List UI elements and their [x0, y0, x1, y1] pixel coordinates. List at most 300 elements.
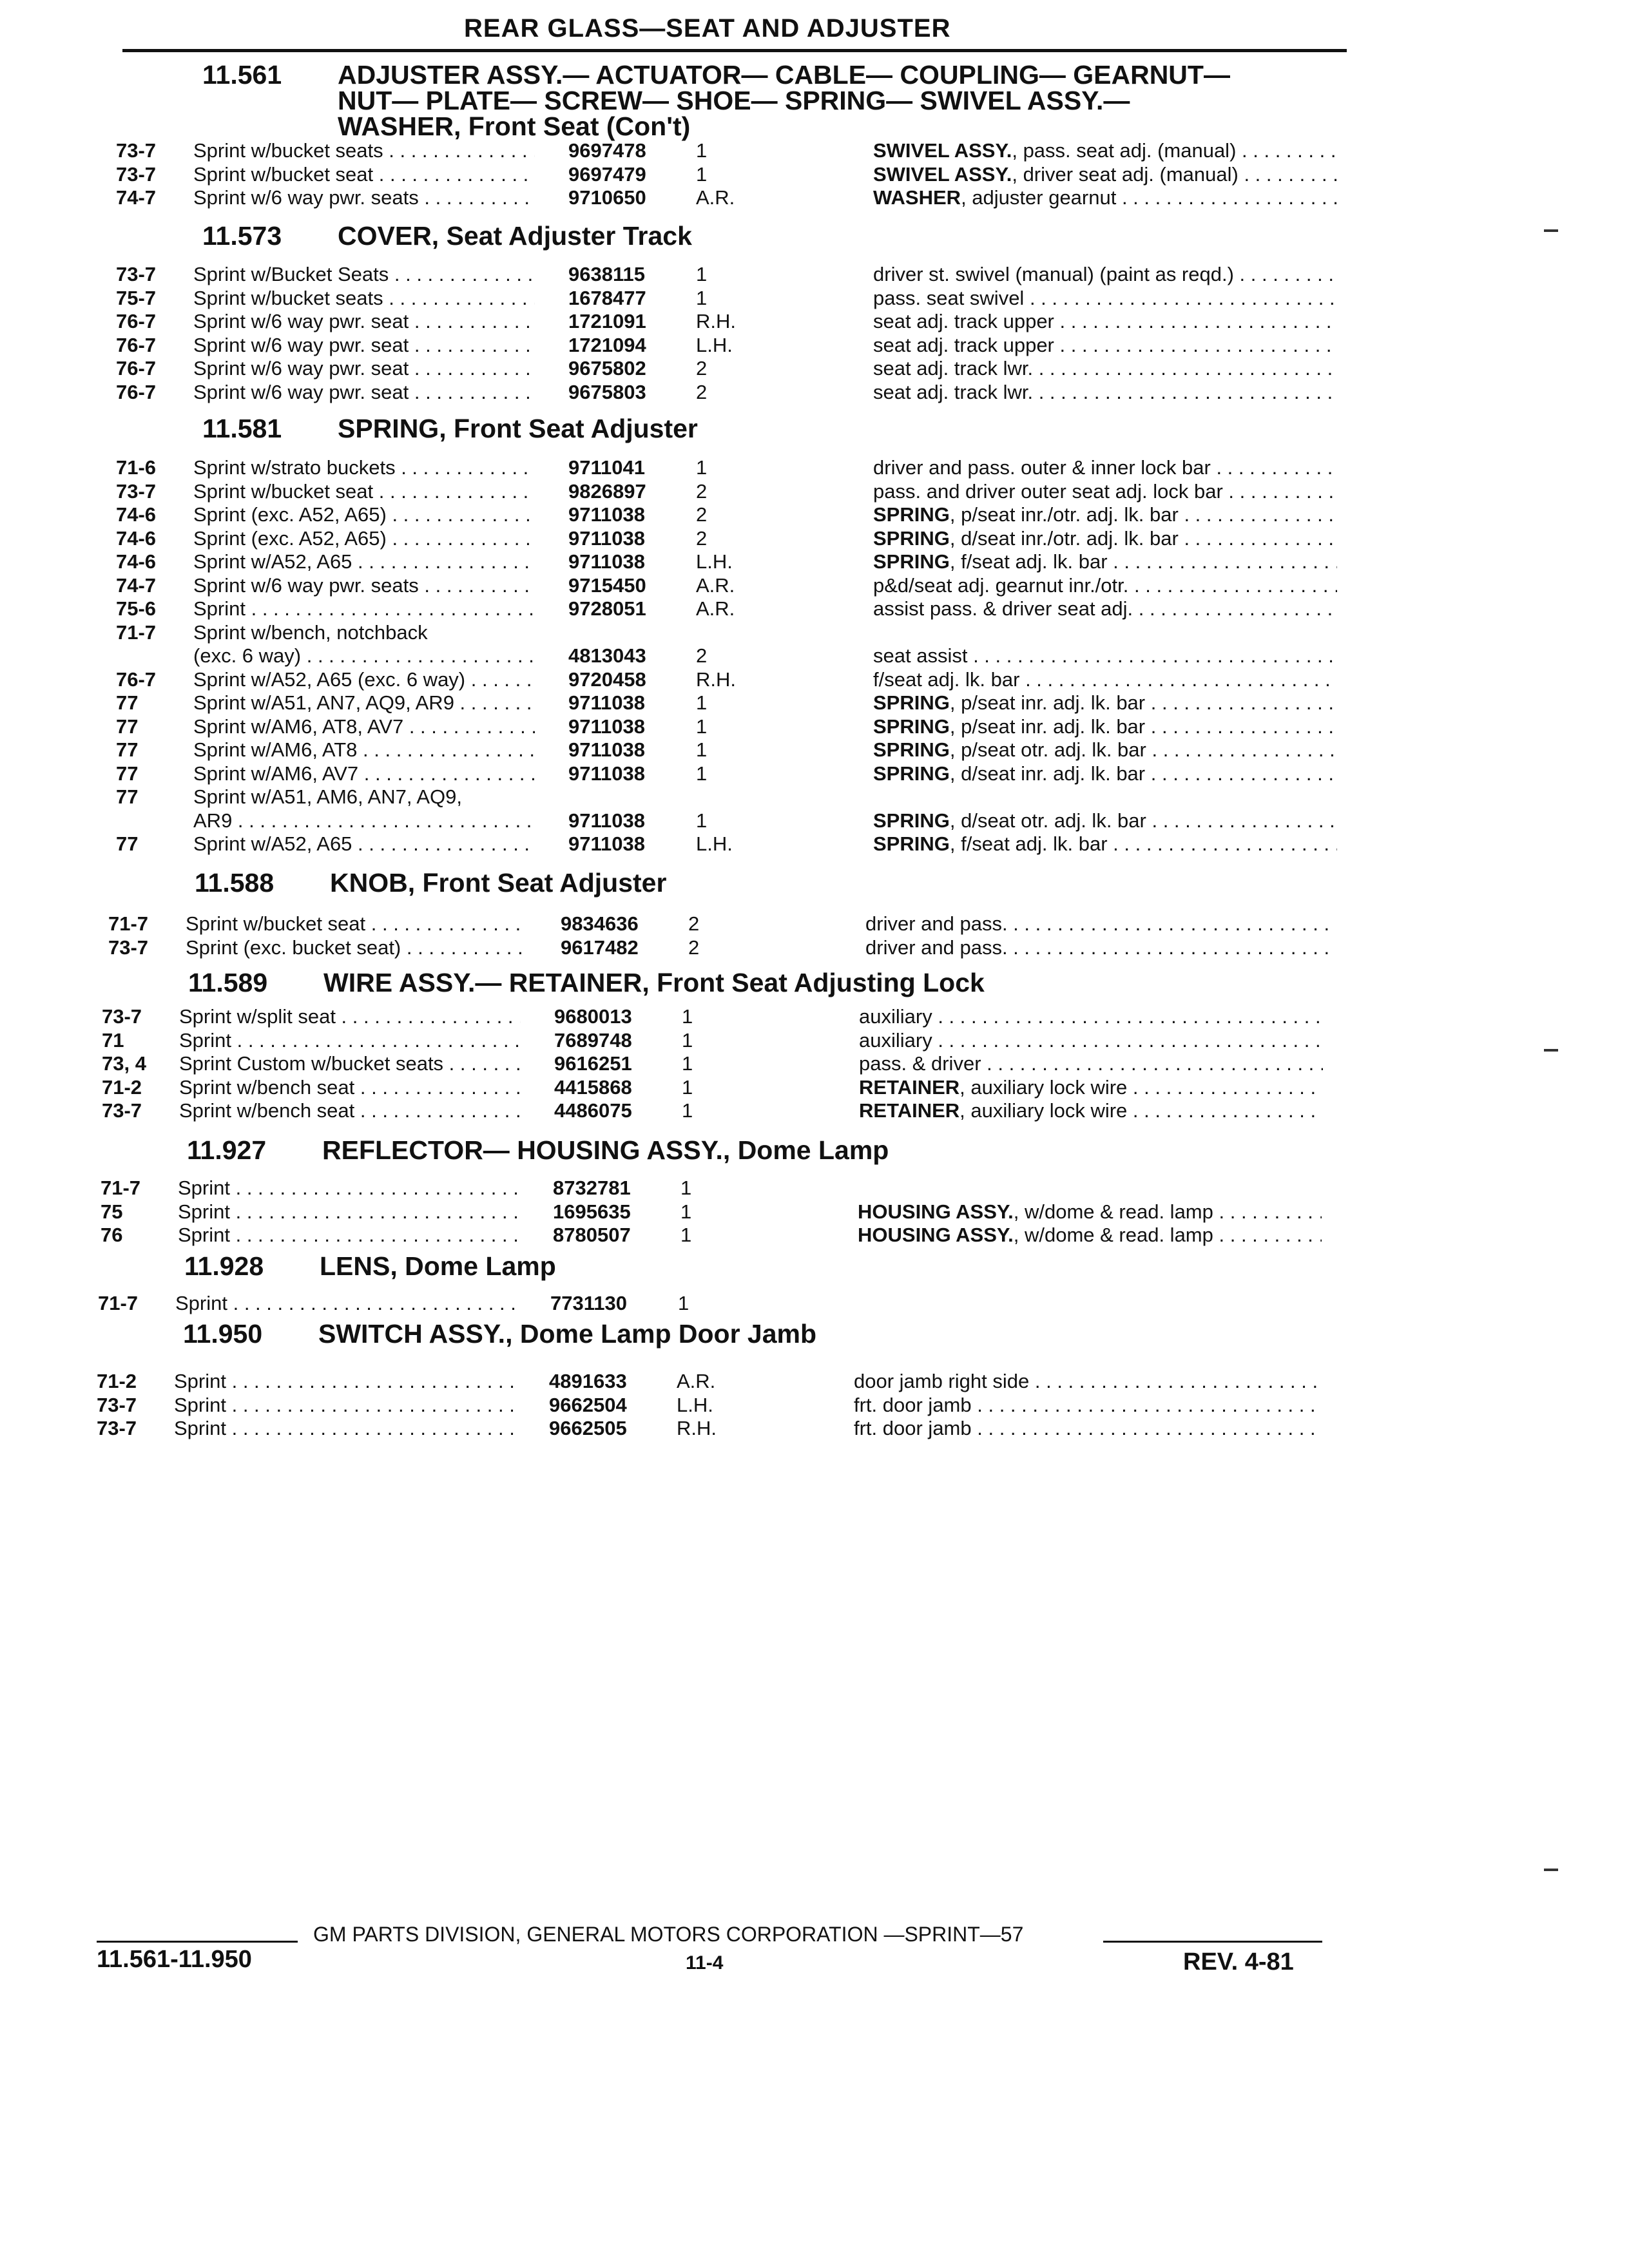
- section-number: 11.573: [202, 221, 282, 251]
- quantity: 1: [696, 263, 708, 285]
- reference-number: 75: [101, 1200, 123, 1223]
- part-note-name: WASHER: [873, 186, 961, 209]
- quantity: A.R.: [677, 1370, 716, 1392]
- part-note-text: frt. door jamb: [854, 1417, 972, 1439]
- quantity: 1: [696, 456, 708, 479]
- reference-number: 76-7: [116, 357, 157, 380]
- part-note-name: SPRING: [873, 832, 950, 855]
- part-number: 1721094: [568, 333, 646, 356]
- quantity: 1: [678, 1292, 689, 1314]
- part-row: [0, 163, 1629, 186]
- reference-number: 76-7: [116, 380, 157, 403]
- part-note-text: , p/seat inr. adj. lk. bar: [949, 715, 1146, 738]
- part-note: [873, 480, 1337, 503]
- part-note-text: f/seat adj. lk. bar: [873, 668, 1020, 691]
- quantity: 1: [696, 691, 708, 714]
- part-row: [0, 912, 1621, 936]
- quantity: L.H.: [696, 333, 733, 356]
- part-row: [0, 456, 1629, 479]
- part-row: [0, 1394, 1610, 1417]
- application-description: Sprint . . .: [174, 1394, 516, 1417]
- part-number: 9711038: [568, 762, 645, 785]
- application-description: Sprint w/6 way pwr. seat . . .: [193, 381, 535, 404]
- reference-number: 74-7: [116, 186, 157, 209]
- part-number: 9616251: [554, 1052, 632, 1075]
- part-note: [873, 715, 1337, 738]
- part-note: [873, 668, 1337, 691]
- part-row: [0, 936, 1621, 959]
- part-row: [0, 1177, 1614, 1200]
- part-number: 9675802: [568, 357, 646, 380]
- application-description: Sprint . . .: [179, 1029, 521, 1052]
- part-note-text: , auxiliary lock wire: [959, 1099, 1128, 1122]
- part-number: 4486075: [554, 1099, 632, 1122]
- quantity: 2: [696, 380, 708, 403]
- application-description: Sprint . . .: [178, 1177, 519, 1200]
- quantity: 1: [696, 286, 708, 309]
- part-row: [0, 1052, 1615, 1075]
- reference-number: 77: [116, 762, 139, 785]
- application-description: Sprint w/bench seat . . .: [179, 1099, 521, 1122]
- application-description: Sprint w/A52, A65 (exc. 6 way) . . .: [193, 668, 535, 691]
- part-note-name: SPRING: [873, 550, 950, 573]
- application-description: Sprint w/strato buckets . . .: [193, 456, 535, 479]
- quantity: 1: [680, 1200, 692, 1223]
- application-description: Sprint w/6 way pwr. seat . . .: [193, 310, 535, 333]
- footer-division: GM PARTS DIVISION, GENERAL MOTORS CORPORATION —SPRINT—57: [313, 1923, 1024, 1946]
- quantity: 1: [696, 162, 708, 186]
- quantity: 1: [696, 715, 708, 738]
- footer-rule-right: [1103, 1941, 1322, 1943]
- section-title: COVER, Seat Adjuster Track: [338, 221, 692, 251]
- part-note-name: SPRING: [873, 526, 950, 550]
- part-note: [865, 936, 1329, 959]
- reference-number: 71: [102, 1028, 124, 1052]
- application-description: Sprint w/6 way pwr. seats . . .: [193, 186, 535, 209]
- part-note: [873, 597, 1337, 620]
- part-note: [873, 287, 1337, 310]
- part-note-name: SPRING: [873, 762, 950, 785]
- application-description: Sprint w/bucket seat . . .: [193, 480, 535, 503]
- part-row: [0, 597, 1629, 620]
- part-note-text: door jamb right side: [854, 1370, 1030, 1392]
- part-note-text: seat adj. track upper: [873, 333, 1054, 356]
- reference-number: 73-7: [116, 139, 157, 162]
- application-description: Sprint (exc. A52, A65) . . .: [193, 503, 535, 526]
- part-row: [0, 1099, 1615, 1122]
- part-note-text: , d/seat otr. adj. lk. bar: [949, 809, 1146, 832]
- application-description: Sprint w/bench, notchback: [193, 620, 428, 644]
- part-note-text: , adjuster gearnut: [961, 186, 1117, 209]
- margin-mark: [1544, 1049, 1558, 1052]
- part-note-text: seat assist: [873, 644, 968, 667]
- part-note: [873, 310, 1337, 333]
- reference-number: 71-7: [116, 620, 157, 644]
- application-description: (exc. 6 way) . . .: [193, 644, 535, 668]
- application-description: Sprint w/bucket seats . . .: [193, 139, 535, 162]
- margin-mark: [1544, 1869, 1558, 1871]
- part-note-text: , w/dome & read. lamp: [1013, 1224, 1213, 1246]
- part-note: [873, 527, 1337, 550]
- application-description: Sprint . . .: [174, 1417, 516, 1440]
- part-note: [873, 334, 1337, 357]
- part-note: [873, 550, 1337, 573]
- part-note-text: p&d/seat adj. gearnut inr./otr.: [873, 573, 1129, 597]
- part-note: [854, 1394, 1318, 1417]
- application-description: Sprint . . .: [178, 1224, 519, 1247]
- reference-number: 71-2: [97, 1370, 137, 1392]
- part-note-text: , p/seat inr./otr. adj. lk. bar: [949, 503, 1179, 526]
- part-note-name: RETAINER: [859, 1099, 960, 1122]
- reference-number: 71-7: [108, 912, 149, 935]
- footer-page-number: 11-4: [686, 1952, 724, 1974]
- part-note-text: , p/seat inr. adj. lk. bar: [949, 691, 1146, 714]
- part-note-name: SPRING: [873, 738, 950, 761]
- part-row: [0, 809, 1629, 832]
- part-note-text: seat adj. track upper: [873, 310, 1054, 332]
- application-description: Sprint (exc. A52, A65) . . .: [193, 527, 535, 550]
- part-note: [854, 1370, 1318, 1393]
- part-number: 8732781: [553, 1177, 631, 1199]
- reference-number: 76: [101, 1224, 123, 1246]
- part-note: [859, 1076, 1323, 1099]
- application-description: Sprint w/bucket seats . . .: [193, 287, 535, 310]
- part-number: 1721091: [568, 310, 646, 332]
- part-row: [0, 263, 1629, 286]
- reference-number: 75-6: [116, 597, 157, 620]
- part-row: [0, 1076, 1615, 1099]
- section-number: 11.561: [202, 60, 282, 90]
- quantity: 2: [688, 912, 700, 935]
- quantity: 1: [680, 1224, 692, 1246]
- part-number: 9711038: [568, 691, 645, 714]
- part-number: 9715450: [568, 573, 646, 597]
- reference-number: 73-7: [97, 1393, 137, 1416]
- part-note-text: driver and pass.: [865, 912, 1008, 935]
- application-description: Sprint w/bench seat . . .: [179, 1076, 521, 1099]
- part-row: [0, 1029, 1615, 1052]
- part-number: 9638115: [568, 263, 645, 285]
- footer-range: 11.561-11.950: [97, 1946, 252, 1973]
- quantity: 1: [682, 1028, 693, 1052]
- application-description: Sprint w/6 way pwr. seat . . .: [193, 334, 535, 357]
- part-note-text: driver and pass.: [865, 936, 1008, 959]
- part-note-text: seat adj. track lwr.: [873, 357, 1034, 380]
- application-description: Sprint w/Bucket Seats . . .: [193, 263, 535, 286]
- part-number: 1678477: [568, 286, 646, 309]
- reference-number: 77: [116, 832, 139, 855]
- part-row: [0, 480, 1629, 503]
- application-description: Sprint . . .: [174, 1370, 516, 1393]
- part-number: 8780507: [553, 1224, 631, 1246]
- section-title: SPRING, Front Seat Adjuster: [338, 414, 698, 443]
- part-number: 1695635: [553, 1200, 631, 1223]
- part-note: [873, 139, 1337, 162]
- part-note: [859, 1099, 1323, 1122]
- part-note: [873, 809, 1337, 832]
- section-title: SWITCH ASSY., Dome Lamp Door Jamb: [318, 1319, 817, 1349]
- application-description: Sprint (exc. bucket seat) . . .: [186, 936, 527, 959]
- section-number: 11.927: [187, 1135, 267, 1165]
- section-number: 11.589: [188, 968, 268, 997]
- part-row: [0, 1200, 1614, 1224]
- quantity: L.H.: [677, 1393, 713, 1416]
- application-description: Sprint . . .: [178, 1200, 519, 1224]
- part-note-text: driver and pass. outer & inner lock bar: [873, 456, 1211, 479]
- part-number: 9711038: [568, 715, 645, 738]
- part-note-name: SWIVEL ASSY.: [873, 162, 1012, 186]
- application-description: Sprint w/A51, AN7, AQ9, AR9 . . .: [193, 691, 535, 715]
- part-number: 9662505: [549, 1417, 627, 1439]
- part-note-text: , driver seat adj. (manual): [1012, 162, 1239, 186]
- quantity: 2: [696, 526, 708, 550]
- part-row: [0, 334, 1629, 357]
- reference-number: 73-7: [116, 162, 157, 186]
- application-description: Sprint . . .: [193, 597, 535, 620]
- part-row: [0, 762, 1629, 785]
- quantity: 1: [696, 762, 708, 785]
- part-note-name: SPRING: [873, 503, 950, 526]
- part-row: [0, 1005, 1615, 1028]
- part-row: [0, 357, 1629, 380]
- reference-number: 76-7: [116, 333, 157, 356]
- part-number: 9834636: [561, 912, 639, 935]
- part-row: [0, 715, 1629, 738]
- section-title: REFLECTOR— HOUSING ASSY., Dome Lamp: [322, 1135, 889, 1165]
- reference-number: 73-7: [116, 479, 157, 503]
- quantity: R.H.: [696, 310, 736, 332]
- part-number: 9697478: [568, 139, 646, 162]
- part-row: [0, 381, 1629, 404]
- part-row: [0, 310, 1629, 333]
- part-number: 9617482: [561, 936, 639, 959]
- part-note: [873, 691, 1337, 715]
- reference-number: 71-7: [101, 1177, 141, 1199]
- application-description: Sprint w/AM6, AT8, AV7 . . .: [193, 715, 535, 738]
- section-number: 11.581: [202, 414, 282, 443]
- part-note-text: , d/seat inr./otr. adj. lk. bar: [949, 526, 1179, 550]
- part-note: [873, 574, 1337, 597]
- part-note-text: , pass. seat adj. (manual): [1012, 139, 1237, 162]
- quantity: L.H.: [696, 550, 733, 573]
- part-number: 4415868: [554, 1075, 632, 1099]
- part-row: [0, 139, 1629, 162]
- part-note-name: SPRING: [873, 691, 950, 714]
- application-description: Sprint w/AM6, AV7 . . .: [193, 762, 535, 785]
- part-number: 4891633: [549, 1370, 627, 1392]
- part-number: 9826897: [568, 479, 646, 503]
- application-description: Sprint w/AM6, AT8 . . .: [193, 738, 535, 762]
- part-number: 9675803: [568, 380, 646, 403]
- part-number: 9711038: [568, 526, 645, 550]
- part-note: [873, 186, 1337, 209]
- quantity: 2: [688, 936, 700, 959]
- application-description: Sprint w/A51, AM6, AN7, AQ9,: [193, 785, 462, 808]
- quantity: 1: [682, 1099, 693, 1122]
- application-description: Sprint w/6 way pwr. seat . . .: [193, 357, 535, 380]
- footer-rule-left: [97, 1941, 298, 1943]
- part-number: 9711038: [568, 738, 645, 761]
- header-rule: [122, 49, 1347, 52]
- part-note-text: , p/seat otr. adj. lk. bar: [949, 738, 1146, 761]
- margin-mark: [1544, 229, 1558, 232]
- footer-revision: REV. 4-81: [1183, 1948, 1294, 1975]
- part-row: [0, 1417, 1610, 1440]
- part-note: [859, 1029, 1323, 1052]
- quantity: A.R.: [696, 597, 735, 620]
- part-note: [873, 357, 1337, 380]
- reference-number: 73-7: [97, 1417, 137, 1439]
- application-description: Sprint . . .: [175, 1292, 517, 1315]
- part-note-text: seat adj. track lwr.: [873, 380, 1034, 403]
- reference-number: 71-7: [98, 1292, 139, 1314]
- part-note: [873, 263, 1337, 286]
- part-row: [0, 1370, 1610, 1393]
- part-number: 9720458: [568, 668, 646, 691]
- reference-number: 74-7: [116, 573, 157, 597]
- section-title: LENS, Dome Lamp: [320, 1251, 556, 1281]
- part-note: [858, 1200, 1322, 1224]
- part-note: [873, 738, 1337, 762]
- part-note: [873, 163, 1337, 186]
- reference-number: 71-2: [102, 1075, 142, 1099]
- quantity: R.H.: [696, 668, 736, 691]
- reference-number: 73, 4: [102, 1052, 146, 1075]
- part-number: 9711038: [568, 550, 645, 573]
- quantity: R.H.: [677, 1417, 717, 1439]
- page-title: REAR GLASS—SEAT AND ADJUSTER: [464, 14, 951, 43]
- reference-number: 73-7: [108, 936, 149, 959]
- part-note: [873, 503, 1337, 526]
- reference-number: 77: [116, 691, 139, 714]
- application-description: Sprint w/bucket seat . . .: [193, 163, 535, 186]
- part-row: [0, 186, 1629, 209]
- quantity: 1: [680, 1177, 692, 1199]
- part-note-text: , w/dome & read. lamp: [1013, 1200, 1213, 1223]
- part-row: [0, 644, 1629, 668]
- part-row: [0, 574, 1629, 597]
- part-row: [0, 691, 1629, 715]
- part-row: [0, 503, 1629, 526]
- part-number: 7689748: [554, 1028, 632, 1052]
- part-row: [0, 621, 1629, 644]
- quantity: 1: [682, 1005, 693, 1028]
- part-note: [854, 1417, 1318, 1440]
- reference-number: 77: [116, 715, 139, 738]
- reference-number: 76-7: [116, 668, 157, 691]
- part-note-name: HOUSING ASSY.: [858, 1224, 1014, 1246]
- application-description: Sprint w/A52, A65 . . .: [193, 832, 535, 856]
- part-row: [0, 832, 1629, 856]
- reference-number: 75-7: [116, 286, 157, 309]
- part-note-text: pass. and driver outer seat adj. lock bar: [873, 479, 1223, 503]
- part-note: [859, 1052, 1323, 1075]
- part-note: [873, 644, 1337, 668]
- application-description: AR9 . . .: [193, 809, 535, 832]
- quantity: 2: [696, 357, 708, 380]
- section-number: 11.950: [183, 1319, 263, 1349]
- part-note: [873, 762, 1337, 785]
- part-number: 9728051: [568, 597, 646, 620]
- part-note: [858, 1224, 1322, 1247]
- part-number: 9662504: [549, 1393, 627, 1416]
- quantity: A.R.: [696, 186, 735, 209]
- quantity: 1: [696, 139, 708, 162]
- quantity: 1: [696, 738, 708, 761]
- part-note-name: RETAINER: [859, 1075, 960, 1099]
- application-description: Sprint w/split seat . . .: [179, 1005, 521, 1028]
- part-note-name: SPRING: [873, 809, 950, 832]
- part-note: [873, 832, 1337, 856]
- part-row: [0, 1224, 1614, 1247]
- quantity: 1: [696, 809, 708, 832]
- part-note-text: , auxiliary lock wire: [959, 1075, 1128, 1099]
- reference-number: 74-6: [116, 503, 157, 526]
- part-note-text: auxiliary: [859, 1005, 932, 1028]
- section-number: 11.588: [195, 868, 275, 898]
- quantity: L.H.: [696, 832, 733, 855]
- part-number: 4813043: [568, 644, 646, 667]
- application-description: Sprint w/A52, A65 . . .: [193, 550, 535, 573]
- section-number: 11.928: [184, 1251, 264, 1281]
- part-note-name: SPRING: [873, 715, 950, 738]
- part-number: 9711038: [568, 832, 645, 855]
- part-note-name: HOUSING ASSY.: [858, 1200, 1014, 1223]
- reference-number: 73-7: [116, 263, 157, 285]
- part-number: 9697479: [568, 162, 646, 186]
- part-number: 9680013: [554, 1005, 632, 1028]
- reference-number: 77: [116, 785, 139, 808]
- part-note-text: driver st. swivel (manual) (paint as reqd.): [873, 263, 1234, 285]
- part-number: 9711038: [568, 809, 645, 832]
- part-row: [0, 668, 1629, 691]
- part-note: [865, 912, 1329, 936]
- part-note-text: pass. & driver: [859, 1052, 981, 1075]
- part-row: [0, 785, 1629, 809]
- quantity: 2: [696, 479, 708, 503]
- quantity: A.R.: [696, 573, 735, 597]
- part-row: [0, 287, 1629, 310]
- application-description: Sprint w/6 way pwr. seats . . .: [193, 574, 535, 597]
- part-number: 9710650: [568, 186, 646, 209]
- quantity: 1: [682, 1052, 693, 1075]
- reference-number: 71-6: [116, 456, 157, 479]
- part-note-text: auxiliary: [859, 1028, 932, 1052]
- part-note: [873, 381, 1337, 404]
- part-note-text: , d/seat inr. adj. lk. bar: [949, 762, 1146, 785]
- reference-number: 73-7: [102, 1005, 142, 1028]
- part-note-text: frt. door jamb: [854, 1393, 972, 1416]
- section-title: KNOB, Front Seat Adjuster: [330, 868, 667, 898]
- reference-number: 77: [116, 738, 139, 761]
- quantity: 2: [696, 503, 708, 526]
- part-note: [873, 456, 1337, 479]
- part-number: 9711041: [568, 456, 645, 479]
- part-note-name: SWIVEL ASSY.: [873, 139, 1012, 162]
- part-row: [0, 1292, 1611, 1315]
- part-row: [0, 738, 1629, 762]
- application-description: Sprint Custom w/bucket seats . . .: [179, 1052, 521, 1075]
- quantity: 1: [682, 1075, 693, 1099]
- section-title: ADJUSTER ASSY.— ACTUATOR— CABLE— COUPLING— GEARNUT— NUT— PLATE— SCREW— SHOE— SPRING— SWIVEL ASSY.— WASHER, Front Seat (Con't): [338, 60, 1230, 141]
- reference-number: 76-7: [116, 310, 157, 332]
- part-note-text: pass. seat swivel: [873, 286, 1025, 309]
- part-number: 9711038: [568, 503, 645, 526]
- quantity: 2: [696, 644, 708, 667]
- reference-number: 74-6: [116, 526, 157, 550]
- section-title: WIRE ASSY.— RETAINER, Front Seat Adjusting Lock: [323, 968, 985, 997]
- part-note-text: , f/seat adj. lk. bar: [949, 832, 1108, 855]
